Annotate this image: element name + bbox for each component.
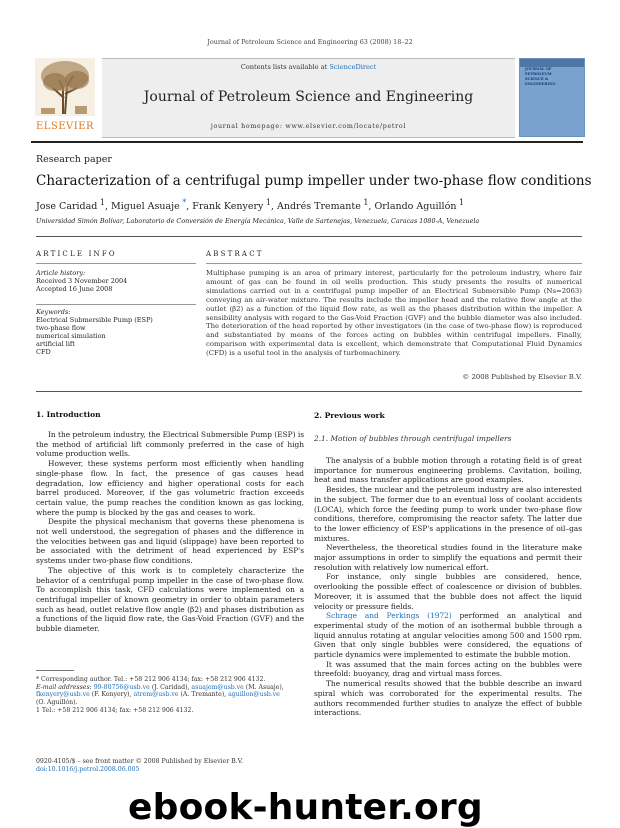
author-separator: , xyxy=(104,201,111,213)
journal-cover xyxy=(519,58,585,137)
author-name: Jose Caridad xyxy=(36,201,98,213)
keyword: artificial lift xyxy=(36,340,75,348)
watermark-text: ebook-hunter.org xyxy=(128,787,483,828)
author-list xyxy=(36,198,464,212)
contents-prefix: Contents lists available at xyxy=(240,63,330,71)
author-separator: , xyxy=(368,201,375,213)
section-heading: 2. Previous work xyxy=(314,411,385,420)
author-name: Miguel Asuaje xyxy=(110,201,180,213)
article-info-rule xyxy=(36,263,196,264)
keyword: CFD xyxy=(36,348,51,356)
keywords-label: Keywords: xyxy=(36,308,71,316)
keyword: numerical simulation xyxy=(36,332,106,340)
cover-title-line: PETROLEUM xyxy=(525,72,552,76)
email-owner: (M. Asuaje), xyxy=(243,683,284,691)
email-owner: (J. Caridad), xyxy=(149,683,192,691)
email-owner: (A. Tremante), xyxy=(178,691,229,699)
subsection-heading: 2.1. Motion of bubbles through centrifugal impellers xyxy=(314,434,512,443)
abstract-rule-bottom xyxy=(36,391,582,392)
author-separator: , xyxy=(186,201,193,213)
paragraph-text: performed an analytical and experimental study of the motion of an isothermal bubble through a liquid annulus rotating at angular velocities among 500 and 1500 rpm. Given that only single bubbles were considered, the equations of particle dynamics were implemented to estimate the bubble motion. xyxy=(314,611,582,660)
article-info-heading: ARTICLE INFO xyxy=(36,250,117,258)
author-mark: 1 xyxy=(97,198,105,207)
paragraph xyxy=(314,611,582,660)
section-heading: 1. Introduction xyxy=(36,410,101,419)
paragraph: Despite the physical mechanism that governs these phenomena is not well understood, the segregation of phases and the difference in the velocities between gas and liquid (slippage) have been reported to be associated with the detriment of head experienced by ESP's systems under two-phase flow conditions. xyxy=(36,517,304,566)
elsevier-wordmark: ELSEVIER xyxy=(35,121,95,132)
right-column xyxy=(314,456,582,718)
author-mark: 1 xyxy=(263,198,271,207)
paragraph: The objective of this work is to completely characterize the behavior of a centrifugal pump impeller in the case of two-phase flow. To accomplish this task, CFD calculations were implemented on a centrifugal impeller of known geometry in order to obtain parameters such as head, outlet relative flow angle (β2) and phases distribution as a functions of the liquid flow rate, the Gas-Void Fraction (GVF) and the bubble diameter. xyxy=(36,565,304,634)
title-rule xyxy=(36,236,582,237)
corresponding-author-note: * Corresponding author. Tel.: +58 212 906 4134; fax: +58 212 906 4132. xyxy=(36,676,266,683)
issn-line: 0920-4105/$ – see front matter © 2008 Published by Elsevier B.V. xyxy=(36,758,243,765)
paper-title: Characterization of a centrifugal pump impeller under two-phase flow conditions xyxy=(36,173,592,189)
elsevier-logo xyxy=(31,58,99,136)
contents-line xyxy=(102,63,515,71)
footnote-rule xyxy=(36,670,74,671)
affiliation: Universidad Simón Bolívar, Laboratorio de Conversión de Energía Mecánica, Valle de Sartenejas, Venezuela, Caracas 1080-A, Venezuela xyxy=(36,217,480,225)
paragraph: It was assumed that the main forces acting on the bubbles were threefold: buoyancy, drag and virtual mass forces. xyxy=(314,659,582,679)
phone-note: 1 Tel.: +58 212 906 4134; fax: +58 212 906 4132. xyxy=(36,706,194,714)
paragraph: However, these systems perform most efficiently when handling single-phase flow. In fact, the presence of gas causes head degradation, low efficiency and higher operational costs for each barrel produced. Moreover, if the gas volumetric fraction exceeds certain value, the pump reaches the condition known as gas locking, where the pump is blocked by the gas and ceases to work. xyxy=(36,459,304,517)
sciencedirect-link[interactable]: ScienceDirect xyxy=(329,63,377,71)
journal-homepage[interactable]: journal homepage: www.elsevier.com/locate/petrol xyxy=(210,123,407,130)
email-tail: (O. Aguillón). xyxy=(36,699,78,707)
paragraph: The analysis of a bubble motion through a rotating field is of great importance for numerous engineering problems. Cavitation, boiling, heat and mass transfer applications are good examples. xyxy=(314,456,582,485)
abstract-copyright: © 2008 Published by Elsevier B.V. xyxy=(462,373,582,381)
journal-citation: Journal of Petroleum Science and Engineering 63 (2008) 18–22 xyxy=(207,38,413,46)
received-date: Received 3 November 2004 xyxy=(36,277,128,285)
author-mark: 1 xyxy=(456,198,464,207)
paragraph: In the petroleum industry, the Electrical Submersible Pump (ESP) is the method of artificial lift commonly preferred in the case of high volume production wells. xyxy=(36,430,305,459)
citation-link[interactable]: Schrage and Perkings (1972) xyxy=(326,611,452,621)
accepted-date: Accepted 16 June 2008 xyxy=(36,285,113,293)
author-mark[interactable]: * xyxy=(179,198,187,207)
email-owner: (F. Kenyery), xyxy=(89,691,134,699)
article-info-rule xyxy=(36,304,196,305)
email-note xyxy=(36,684,304,692)
footnotes xyxy=(36,676,304,715)
paragraph: The numerical results showed that the bubble describe an inward spiral which was corroborated for the experimental results. The authors recommended further studies to analyze the effect of bubble interactions. xyxy=(314,679,582,718)
keyword: two-phase flow xyxy=(36,324,86,332)
author-name: Orlando Aguillón xyxy=(374,201,457,213)
journal-title: Journal of Petroleum Science and Engineering xyxy=(143,89,474,105)
email-link[interactable]: aguillon@usb.ve xyxy=(228,691,280,699)
email-label: E-mail addresses: xyxy=(36,683,94,691)
cover-title-line: JOURNAL OF xyxy=(525,67,552,71)
paper-type: Research paper xyxy=(36,154,112,165)
email-link[interactable]: 99-80756@usb.ve xyxy=(93,683,150,691)
doi-link[interactable]: doi:10.1016/j.petrol.2008.06.005 xyxy=(36,766,140,773)
author-separator: , xyxy=(270,201,277,213)
cover-title-line: SCIENCE & xyxy=(525,77,549,81)
email-link[interactable]: atrem@usb.ve xyxy=(133,691,179,699)
author-mark: 1 xyxy=(360,198,369,207)
elsevier-tree-icon xyxy=(35,58,95,116)
abstract-text: Multiphase pumping is an area of primary interest, particularly for the petroleum industry, where fair amount of gas can be found in oil wells production. This study presents the results of numerical simulations carried out in a centrifugal pump impeller of an Electrical Submersible Pump (Ns=2063) conveying an air-water mixture. The results include the impeller head and the relative flow angle at the outlet (β2) as a function of the liquid flow rate, as well as the phases distribution within the impeller. A sensibility analysis with regard to the Gas-Void Fraction (GVF) and the bubble diameter was also included. The deterioration of the head reported by other investigators (in the case of two-phase flow) is reproduced and substantiated by means of the forces acting on bubbles within centrifugal impellers. Finally, comparison with experimental data is excellent, which demonstrate that Computational Fluid Dynamics (CFD) is a useful tool in the analysis of turbomachinery. xyxy=(206,269,582,358)
author-name: Frank Kenyery xyxy=(192,201,264,213)
cover-title-line: ENGINEERING xyxy=(525,82,556,86)
email-note xyxy=(36,691,304,699)
author-name: Andrés Tremante xyxy=(277,201,361,213)
abstract-heading: ABSTRACT xyxy=(206,250,264,258)
keyword: Electrical Submersible Pump (ESP) xyxy=(36,316,153,324)
paragraph: Nevertheless, the theoretical studies found in the literature make major assumptions in order to simplify the equations and permit their resolution with relatively low numerical effort. xyxy=(314,543,582,572)
paragraph: Besides, the nuclear and the petroleum industry are also interested in the subject. The former due to an eventual loss of coolant accidents (LOCA), which force the feeding pump to work under two-phase flow conditions, therefore, compromising the reactor safety. The latter due to the lower efficiency of ESP's applications in the presence of oil–gas mixtures. xyxy=(314,485,582,543)
left-column xyxy=(36,430,304,634)
paragraph: For instance, only single bubbles are considered, hence, overlooking the possible effect of coalescence or division of bubbles. Moreover, it is assumed that the bubble does not affect the liquid velocity or pressure fields. xyxy=(314,572,582,611)
history-label: Article history: xyxy=(36,269,86,277)
abstract-rule xyxy=(206,263,582,264)
header-rule xyxy=(31,141,583,143)
email-link[interactable]: asuajem@usb.ve xyxy=(191,683,244,691)
cover-title xyxy=(525,67,581,87)
cover-strip xyxy=(520,59,584,67)
journal-banner xyxy=(102,58,515,138)
email-link[interactable]: fkenyery@usb.ve xyxy=(36,691,90,699)
